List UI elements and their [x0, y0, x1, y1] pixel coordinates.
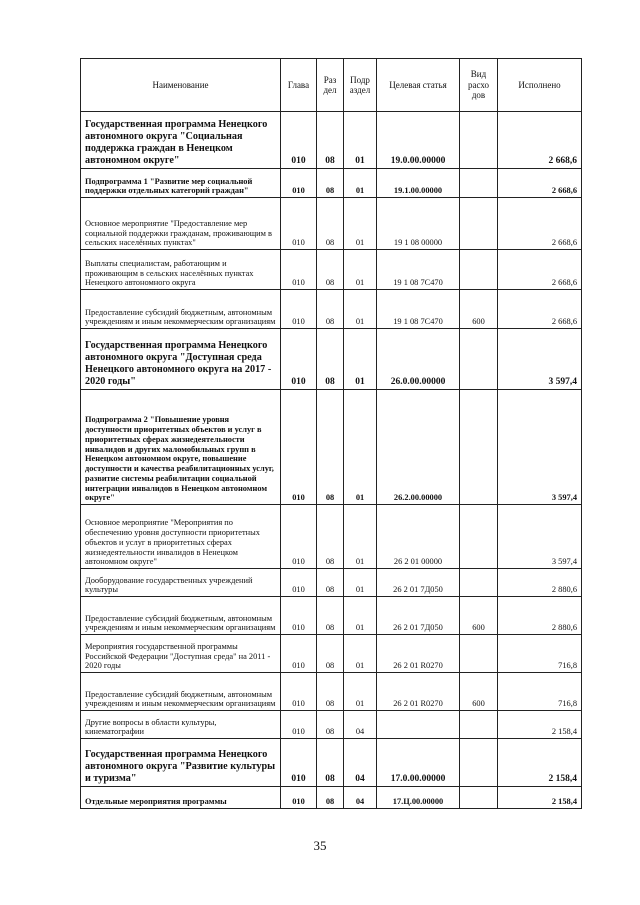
row-name: Предоставление субсидий бюджетным, автономным учреждениям и иным некоммерческим организациям	[81, 597, 281, 635]
row-glava: 010	[281, 198, 317, 250]
row-podrazdel: 01	[344, 112, 377, 169]
row-vid: 600	[460, 673, 498, 711]
row-ispolneno: 3 597,4	[498, 390, 582, 505]
row-ispolneno: 2 880,6	[498, 597, 582, 635]
row-vid: 600	[460, 597, 498, 635]
row-podrazdel: 01	[344, 250, 377, 290]
row-glava: 010	[281, 290, 317, 329]
row-ispolneno: 2 668,6	[498, 250, 582, 290]
row-razdel: 08	[317, 787, 344, 809]
row-vid	[460, 739, 498, 787]
row-name: Предоставление субсидий бюджетным, автономным учреждениям и иным некоммерческим организациям	[81, 673, 281, 711]
table-row	[81, 711, 582, 739]
row-vid	[460, 711, 498, 739]
row-name: Основное мероприятие "Предоставление мер социальной поддержки гражданам, проживающим в сельских населённых пунктах"	[81, 198, 281, 250]
row-name: Отдельные мероприятия программы	[81, 787, 281, 809]
row-razdel: 08	[317, 635, 344, 673]
table-row	[81, 635, 582, 673]
row-ispolneno: 3 597,4	[498, 329, 582, 390]
row-name: Другие вопросы в области культуры, кинематографии	[81, 711, 281, 739]
row-glava: 010	[281, 635, 317, 673]
row-celevaya: 26 2 01 R0270	[377, 635, 460, 673]
row-glava: 010	[281, 739, 317, 787]
header-name: Наименование	[81, 59, 281, 112]
row-podrazdel: 04	[344, 711, 377, 739]
row-name: Государственная программа Ненецкого автономного округа "Развитие культуры и туризма"	[81, 739, 281, 787]
row-glava: 010	[281, 169, 317, 198]
row-podrazdel: 01	[344, 597, 377, 635]
header-razdel: Раз дел	[317, 59, 344, 112]
table-row	[81, 329, 582, 390]
table-row	[81, 112, 582, 169]
header-ispolneno: Исполнено	[498, 59, 582, 112]
row-celevaya	[377, 711, 460, 739]
table-row	[81, 198, 582, 250]
row-podrazdel: 01	[344, 505, 377, 569]
row-vid	[460, 250, 498, 290]
row-ispolneno: 716,8	[498, 635, 582, 673]
row-glava: 010	[281, 673, 317, 711]
row-vid	[460, 390, 498, 505]
row-razdel: 08	[317, 329, 344, 390]
table-row	[81, 169, 582, 198]
row-vid	[460, 169, 498, 198]
row-vid	[460, 329, 498, 390]
row-name: Государственная программа Ненецкого автономного округа "Социальная поддержка граждан в Ненецком автономном округе"	[81, 112, 281, 169]
row-name: Мероприятия государственной программы Российской Федерации "Доступная среда" на 2011 - 2020 годы	[81, 635, 281, 673]
row-glava: 010	[281, 505, 317, 569]
table-row	[81, 390, 582, 505]
row-celevaya: 17.0.00.00000	[377, 739, 460, 787]
table-row	[81, 673, 582, 711]
row-celevaya: 26.2.00.00000	[377, 390, 460, 505]
row-vid	[460, 569, 498, 597]
row-celevaya: 19.0.00.00000	[377, 112, 460, 169]
row-glava: 010	[281, 569, 317, 597]
row-razdel: 08	[317, 711, 344, 739]
row-podrazdel: 01	[344, 569, 377, 597]
row-ispolneno: 2 668,6	[498, 112, 582, 169]
budget-table	[80, 58, 582, 809]
header-podrazdel: Подр аздел	[344, 59, 377, 112]
row-vid	[460, 198, 498, 250]
row-celevaya: 19 1 08 7С470	[377, 290, 460, 329]
row-podrazdel: 01	[344, 198, 377, 250]
row-ispolneno: 2 668,6	[498, 169, 582, 198]
table-row	[81, 290, 582, 329]
row-razdel: 08	[317, 290, 344, 329]
row-celevaya: 26 2 01 7Д050	[377, 569, 460, 597]
table-row	[81, 787, 582, 809]
row-glava: 010	[281, 112, 317, 169]
row-vid	[460, 635, 498, 673]
row-podrazdel: 01	[344, 329, 377, 390]
row-celevaya: 19 1 08 7С470	[377, 250, 460, 290]
row-name: Подпрограмма 2 "Повышение уровня доступности приоритетных объектов и услуг в приоритетных сферах жизнедеятельности инвалидов и других маломобильных групп в Ненецком автономном округе, повышение доступности и качества реабилитационных услуг, развитие системы реабилитации социальной интеграции инвалидов в Ненецком автономном округе"	[81, 390, 281, 505]
row-ispolneno: 3 597,4	[498, 505, 582, 569]
row-vid	[460, 112, 498, 169]
row-celevaya: 26 2 01 7Д050	[377, 597, 460, 635]
row-ispolneno: 2 668,6	[498, 198, 582, 250]
row-razdel: 08	[317, 390, 344, 505]
row-name: Выплаты специалистам, работающим и проживающим в сельских населённых пунктах Ненецкого автономного округа	[81, 250, 281, 290]
row-name: Подпрограмма 1 "Развитие мер социальной поддержки отдельных категорий граждан"	[81, 169, 281, 198]
row-celevaya: 26 2 01 R0270	[377, 673, 460, 711]
row-glava: 010	[281, 597, 317, 635]
row-vid	[460, 505, 498, 569]
row-podrazdel: 04	[344, 787, 377, 809]
table-row	[81, 505, 582, 569]
row-razdel: 08	[317, 169, 344, 198]
row-glava: 010	[281, 329, 317, 390]
row-name: Предоставление субсидий бюджетным, автономным учреждениям и иным некоммерческим организациям	[81, 290, 281, 329]
row-celevaya: 17.Ц.00.00000	[377, 787, 460, 809]
row-ispolneno: 2 158,4	[498, 787, 582, 809]
table-header-row	[81, 59, 582, 112]
row-razdel: 08	[317, 673, 344, 711]
row-glava: 010	[281, 787, 317, 809]
row-ispolneno: 2 668,6	[498, 290, 582, 329]
row-podrazdel: 01	[344, 390, 377, 505]
row-celevaya: 26.0.00.00000	[377, 329, 460, 390]
row-name: Государственная программа Ненецкого автономного округа "Доступная среда Ненецкого автономного округа на 2017 - 2020 годы"	[81, 329, 281, 390]
row-razdel: 08	[317, 739, 344, 787]
table-row	[81, 739, 582, 787]
row-vid: 600	[460, 290, 498, 329]
row-ispolneno: 2 158,4	[498, 711, 582, 739]
header-celevaya: Целевая статья	[377, 59, 460, 112]
row-ispolneno: 2 158,4	[498, 739, 582, 787]
table-row	[81, 569, 582, 597]
header-glava: Глава	[281, 59, 317, 112]
row-name: Дооборудование государственных учреждений культуры	[81, 569, 281, 597]
row-ispolneno: 2 880,6	[498, 569, 582, 597]
row-glava: 010	[281, 711, 317, 739]
row-podrazdel: 01	[344, 635, 377, 673]
row-podrazdel: 01	[344, 673, 377, 711]
row-celevaya: 19.1.00.00000	[377, 169, 460, 198]
table-row	[81, 250, 582, 290]
row-glava: 010	[281, 250, 317, 290]
row-ispolneno: 716,8	[498, 673, 582, 711]
row-razdel: 08	[317, 250, 344, 290]
row-celevaya: 26 2 01 00000	[377, 505, 460, 569]
header-vid: Вид расхо дов	[460, 59, 498, 112]
row-razdel: 08	[317, 112, 344, 169]
row-razdel: 08	[317, 198, 344, 250]
row-razdel: 08	[317, 597, 344, 635]
row-razdel: 08	[317, 569, 344, 597]
page-number: 35	[313, 838, 327, 853]
row-glava: 010	[281, 390, 317, 505]
table-row	[81, 597, 582, 635]
row-podrazdel: 01	[344, 290, 377, 329]
row-name: Основное мероприятие "Мероприятия по обеспечению уровня доступности приоритетных объектов и услуг в приоритетных сферах жизнедеятельности инвалидов в Ненецком автономном округе"	[81, 505, 281, 569]
row-celevaya: 19 1 08 00000	[377, 198, 460, 250]
row-podrazdel: 04	[344, 739, 377, 787]
row-vid	[460, 787, 498, 809]
row-razdel: 08	[317, 505, 344, 569]
row-podrazdel: 01	[344, 169, 377, 198]
